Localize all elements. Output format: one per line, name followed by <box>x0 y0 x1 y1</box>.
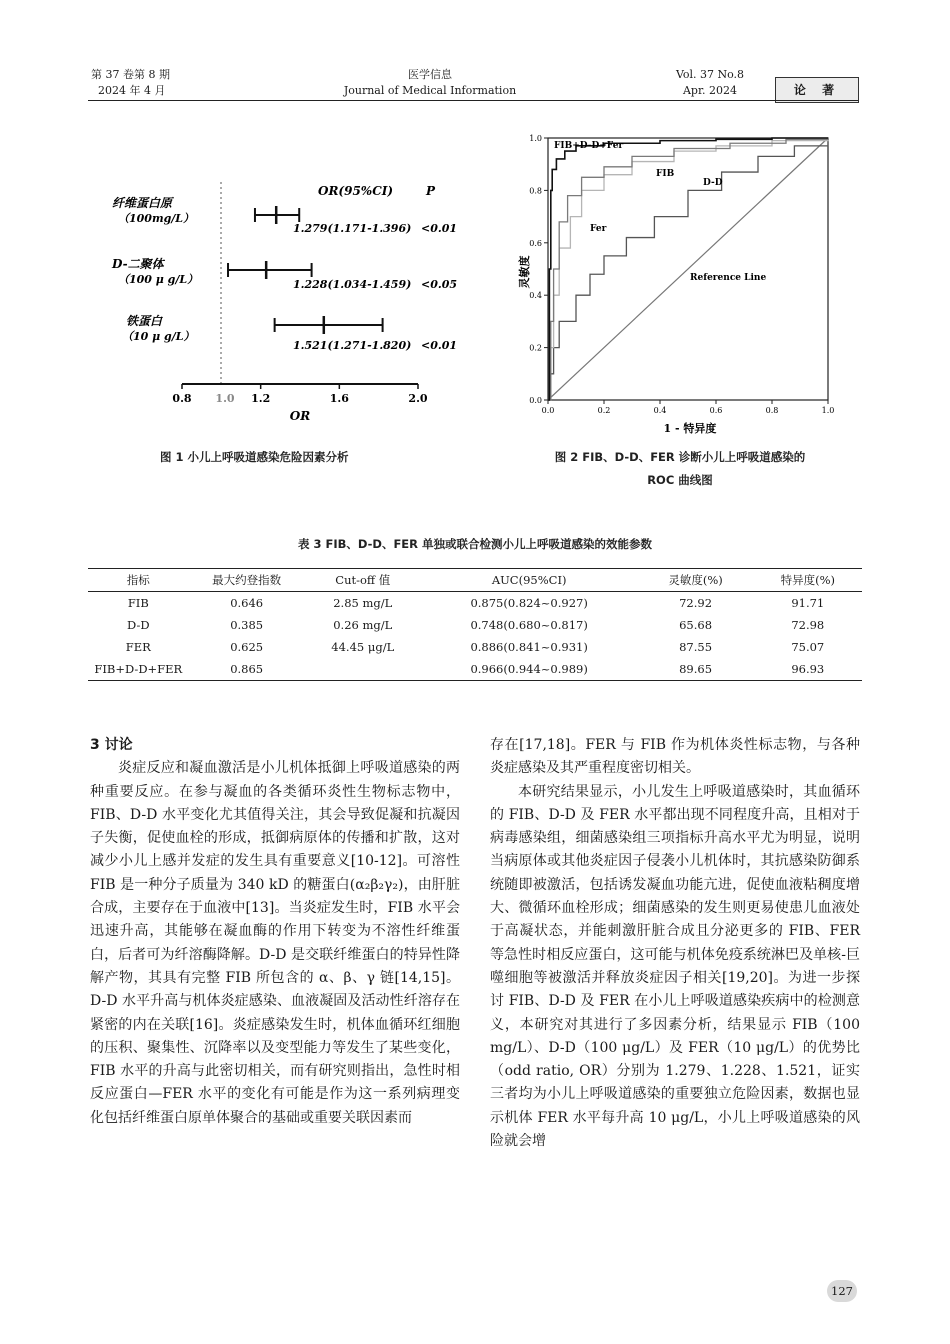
table3-cell: D-D <box>127 618 150 632</box>
roc-y-tick-label: 0.8 <box>529 186 542 196</box>
figure1-caption: 图 1 小儿上呼吸道感染危险因素分析 <box>160 450 349 464</box>
roc-y-tick-label: 0.0 <box>529 396 542 405</box>
table3-cell: 89.65 <box>638 658 754 681</box>
table3-header-cell: 指标 <box>88 569 189 592</box>
roc-x-tick-label: 0.6 <box>709 406 723 415</box>
figure1-forest-plot <box>88 170 468 430</box>
fig1-col-p: P <box>426 184 436 198</box>
fig1-ref-tick: 1.0 <box>215 392 235 405</box>
table3-cell: 0.865 <box>189 658 305 681</box>
roc-x-tick-label: 0.8 <box>765 406 779 415</box>
table3-cell: 75.07 <box>791 640 825 654</box>
table3-cell: 0.886(0.841~0.931) <box>470 640 588 654</box>
table3-cell: 72.98 <box>791 618 825 632</box>
fig1-tick-label: 2.0 <box>408 392 428 405</box>
table3-header-cell: AUC(95%CI) <box>421 569 638 592</box>
roc-x-tick-label: 0.0 <box>541 406 555 415</box>
page-number: 127 <box>827 1280 857 1302</box>
roc-x-label: 1 - 特异度 <box>663 422 717 435</box>
fig1-row-unit: （100 μ g/L） <box>118 273 199 286</box>
fig1-x-label: OR <box>289 409 311 423</box>
header-journal-cn: 医学信息 <box>408 68 452 81</box>
roc-y-label: 灵敏度 <box>518 255 531 289</box>
roc-x-tick-label: 0.2 <box>597 406 611 415</box>
roc-y-tick-label: 0.2 <box>529 343 542 353</box>
table3-cell: 91.71 <box>791 596 825 610</box>
table3 <box>88 568 862 681</box>
table3-header-row <box>88 569 862 592</box>
fig1-ci-text: 1.521(1.271-1.820) <box>293 339 412 352</box>
fig1-row-name: 铁蛋白 <box>126 314 163 328</box>
header-date-en: Apr. 2024 <box>682 84 738 97</box>
roc-label-reference: Reference Line <box>690 273 767 283</box>
table3-cell: FIB <box>127 596 149 610</box>
table3-header-cell: Cut-off 值 <box>305 569 421 592</box>
header-rule <box>88 100 858 101</box>
section-title: 3 讨论 <box>90 737 133 753</box>
roc-label-fer: Fer <box>590 224 607 234</box>
roc-label-fib: FIB <box>656 169 675 179</box>
fig1-row-name: D-二聚体 <box>112 257 164 271</box>
left-column <box>90 734 460 1130</box>
fig1-ci-text: 1.228(1.034-1.459) <box>293 278 412 291</box>
header-volume-en: Vol. 37 No.8 <box>675 68 745 81</box>
figure2-caption-line1: 图 2 FIB、D-D、FER 诊断小儿上呼吸道感染的 <box>554 450 806 464</box>
table-row <box>88 658 862 681</box>
roc-label-combined: FIB+D-D+Fer <box>554 141 624 151</box>
table3-cell: 0.966(0.944~0.989) <box>421 658 638 681</box>
table3-header-cell: 特异度(%) <box>754 569 862 592</box>
table3-cell: 72.92 <box>679 596 713 610</box>
paragraph: 本研究结果显示，小儿发生上呼吸道感染时，其血循环的 FIB、D-D 及 FER 水平都出现不同程度升高，且相对于病毒感染组，细菌感染组三项指标升高水平尤为明显，说明当病原体或其他炎症因子侵袭小儿机体时，其抗感染防御系统随即被激活，包括诱发凝血功能亢进，促使血液粘稠度增大、微循环血栓形成；细菌感染的发生则更易使患儿血液处于高凝状态，并能刺激肝脏合成且分泌更多的 FIB、FER 等急性时相反应蛋白，这可能与机体免疫系统淋巴及单核-巨噬细胞等被激活并释放炎症因子相关[19,20]。为进一步探讨 FIB、D-D 及 FER 在小儿上呼吸道感染疾病中的检测意义，本研究对其进行了多因素分析，结果显示 FIB（100 mg/L）、D-D（100 μg/L）及 FER（10 μg/L）的优势比（odd ratio, OR）分别为 1.279、1.228、1.521，证实三者均为小儿上呼吸道感染的重要独立危险因素，数据也显示机体 FER 水平每升高 10 μg/L，小儿上呼吸道感染的风险就会增 <box>490 783 860 1150</box>
fig1-p-value: <0.05 <box>421 278 458 291</box>
fig1-row-unit: （100mg/L） <box>118 212 195 225</box>
table3-title: 表 3 FIB、D-D、FER 单独或联合检测小儿上呼吸道感染的效能参数 <box>297 537 653 551</box>
roc-x-tick-label: 1.0 <box>821 406 835 415</box>
roc-y-tick-label: 0.4 <box>529 291 542 301</box>
fig1-row-unit: （10 μ g/L） <box>122 330 195 343</box>
table3-cell: 0.646 <box>230 596 264 610</box>
fig1-col-or: OR(95%CI) <box>318 184 394 198</box>
figure2-roc-plot <box>500 130 850 440</box>
table3-cell: 96.93 <box>754 658 862 681</box>
fig1-tick-label: 1.6 <box>329 392 349 405</box>
table-row <box>88 592 862 615</box>
article-type-tag: 论 著 <box>775 77 859 103</box>
table3-cell: 0.625 <box>230 640 264 654</box>
roc-label-dd: D-D <box>703 178 723 188</box>
header-volume-cn: 第 37 卷第 8 期 <box>91 68 170 81</box>
header-journal-en: Journal of Medical Information <box>343 84 517 97</box>
header-date-cn: 2024 年 4 月 <box>98 84 166 97</box>
paragraph: 存在[17,18]。FER 与 FIB 作为机体炎性标志物，与各种炎症感染及其严重程度密切相关。 <box>490 737 860 777</box>
fig1-tick-label: 1.2 <box>251 392 271 405</box>
table3-cell: FIB+D-D+FER <box>88 658 189 681</box>
fig1-tick-label: 0.8 <box>172 392 192 405</box>
table3-header-cell: 灵敏度(%) <box>638 569 754 592</box>
table3-cell: 65.68 <box>679 618 713 632</box>
fig1-ci-text: 1.279(1.171-1.396) <box>293 222 412 235</box>
fig1-p-value: <0.01 <box>421 339 458 352</box>
paragraph: 炎症反应和凝血激活是小儿机体抵御上呼吸道感染的两种重要反应。在参与凝血的各类循环炎性生物标志物中，FIB、D-D 水平变化尤其值得关注，其会导致促凝和抗凝因子失衡，促使血栓的形成，抵御病原体的传播和扩散，这对减少小儿上感并发症的发生具有重要意义[10-12]。可溶性 FIB 是一种分子质量为 340 kD 的糖蛋白(α₂β₂γ₂)，由肝脏合成，主要存在于血液中[13]。当炎症发生时，FIB 水平会迅速升高，其能够在凝血酶的作用下转变为不溶性纤维蛋白，后者可为纤溶酶降解。D-D 是交联纤维蛋白的特异性降解产物，其具有完整 FIB 所包含的 α、β、γ 链[14,15]。D-D 水平升高与机体炎症感染、血液凝固及活动性纤溶存在紧密的内在关联[16]。炎症感染发生时，机体血循环红细胞的压积、聚集性、沉降率以及变型能力等发生了某些变化，FIB 水平的升高与此密切相关，而有研究则指出，急性时相反应蛋白—FER 水平的变化有可能是作为这一系列病理变化包括纤维蛋白原单体聚合的基础或重要关联因素而 <box>90 760 460 1126</box>
table-row <box>88 636 862 658</box>
table-row <box>88 614 862 636</box>
right-column <box>490 734 860 1153</box>
table3-cell <box>305 658 421 681</box>
fig1-row-name: 纤维蛋白原 <box>112 196 173 210</box>
table3-cell: 0.385 <box>230 618 264 632</box>
table3-cell: 0.748(0.680~0.817) <box>470 618 588 632</box>
table3-cell: 0.26 mg/L <box>333 618 393 632</box>
table3-cell: 87.55 <box>679 640 713 654</box>
table3-cell: FER <box>125 640 151 654</box>
table3-cell: 0.875(0.824~0.927) <box>470 596 588 610</box>
figure2-caption-line2: ROC 曲线图 <box>647 473 713 487</box>
roc-y-tick-label: 1.0 <box>529 134 542 143</box>
fig1-p-value: <0.01 <box>421 222 458 235</box>
table3-cell: 44.45 μg/L <box>331 640 395 654</box>
table3-cell: 2.85 mg/L <box>333 596 393 610</box>
roc-y-tick-label: 0.6 <box>529 238 542 248</box>
table3-header-cell: 最大约登指数 <box>189 569 305 592</box>
roc-x-tick-label: 0.4 <box>653 406 667 415</box>
